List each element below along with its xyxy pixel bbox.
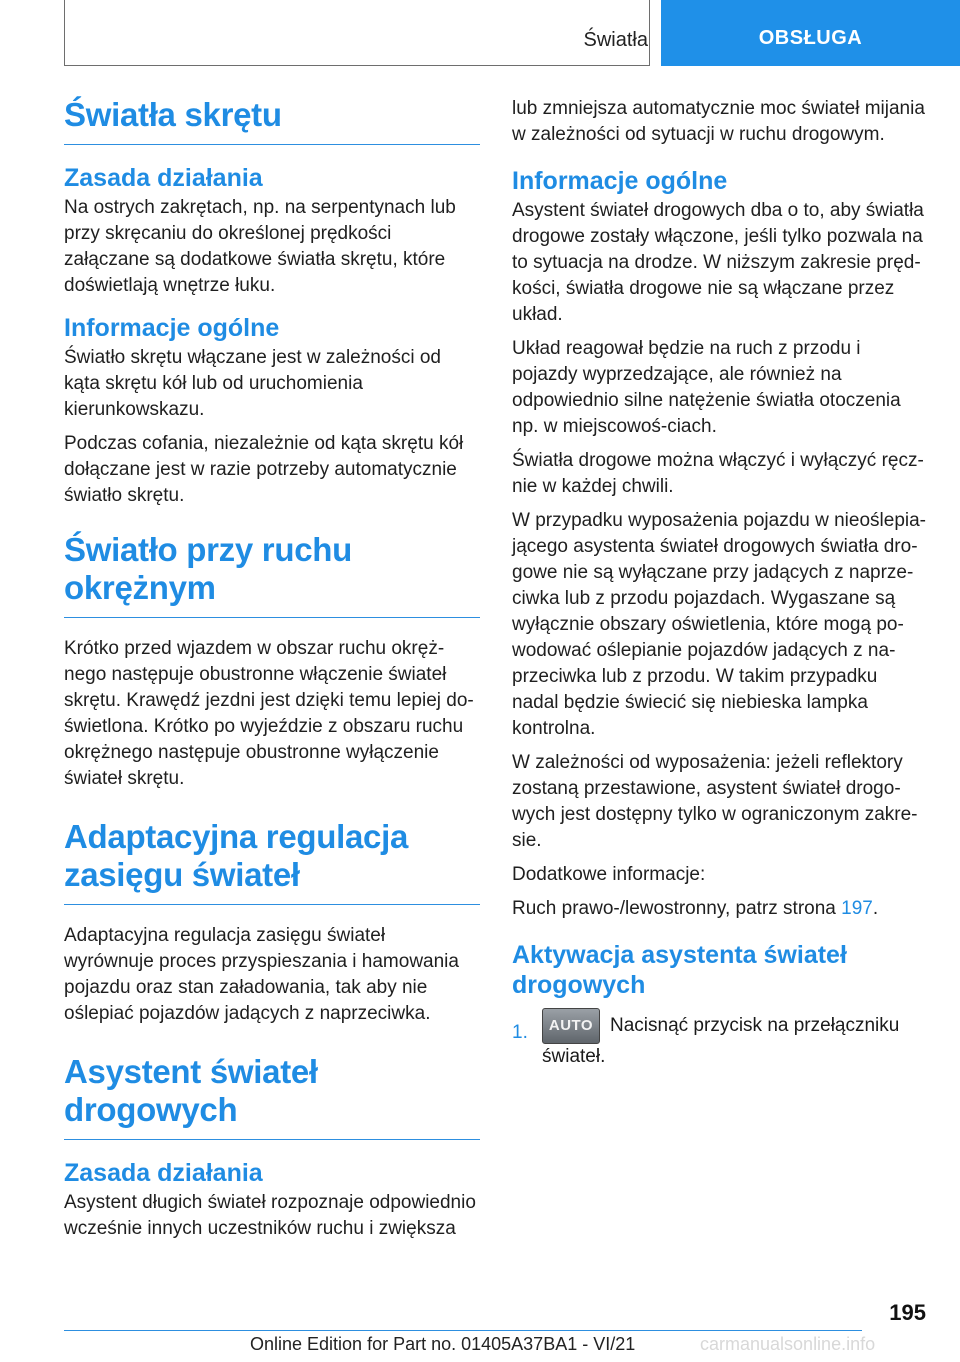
step-number: 1.	[512, 1022, 528, 1043]
paragraph-adaptive: Adaptacyjna regulacja zasięgu świateł wyrównuje proces przyspieszania i hamowania pojazdu oraz stan załadowania, tak aby nie oślepiać pojazdów jadących z naprzeciwka.	[64, 925, 459, 1024]
heading-adaptive-line2: zasięgu świateł	[64, 856, 300, 893]
heading-roundabout-light	[64, 531, 480, 618]
subheading-general: Informacje ogólne	[64, 314, 280, 342]
paragraph-continuation: lub zmniejsza automatycznie moc świateł mijania w zależności od sytuacji w ruchu drogowym.	[512, 98, 925, 145]
paragraph-assistant-3: Światła drogowe można włączyć i wyłączyć ręcz-nie w każdej chwili.	[512, 450, 924, 497]
subheading-activation-line1: Aktywacja asystenta świateł	[512, 941, 847, 969]
subheading-principle: Zasada działania	[64, 164, 263, 192]
auto-button-icon: AUTO	[542, 1008, 600, 1044]
header-section-title: Światła	[583, 29, 648, 51]
heading-assistant-line2: drogowych	[64, 1091, 238, 1128]
step-1	[512, 1008, 928, 1070]
paragraph-additional-info: Dodatkowe informacje:	[512, 864, 706, 885]
heading-adaptive-line1: Adaptacyjna regulacja	[64, 818, 409, 855]
footer-edition: Online Edition for Part no. 01405A37BA1 - VI/21	[250, 1334, 636, 1354]
subheading-principle-2: Zasada działania	[64, 1159, 263, 1187]
traffic-reference-text: Ruch prawo-/lewostronny, patrz strona	[512, 898, 842, 919]
subheading-activation	[512, 940, 928, 1000]
paragraph-principle-2: Asystent długich świateł rozpoznaje odpowiednio wcześnie innych uczestników ruchu i zwiększa	[64, 1192, 476, 1239]
heading-adaptive-range	[64, 818, 480, 905]
heading-roundabout-line2: okrężnym	[64, 569, 216, 606]
subheading-activation-line2: drogowych	[512, 971, 646, 999]
step-body	[542, 1008, 928, 1070]
heading-assistant-line1: Asystent świateł	[64, 1053, 318, 1090]
header-chapter-tab[interactable]: OBSŁUGA	[661, 0, 960, 66]
paragraph-assistant-2: Układ reagował będzie na ruch z przodu i pojazdy wyprzedzające, ale również na odpowiednio silne natężenie światła otoczenia np. w miejscowoś-ciach.	[512, 338, 901, 437]
paragraph-assistant-4: W przypadku wyposażenia pojazdu w nieoślepia-jącego asystenta świateł drogowych światła dro-gowe nie są wyłączane przy jadących z naprze-ciwka lub z przodu pojazdach. Wygaszane są wyłącznie obszary oświetlenia, które mogą po-wodować oślepianie pojazdów jadących z na-przeciwka lub z przodu. W takim przypadku nadal będzie świecić się niebieska lampka kontrolna.	[512, 510, 927, 739]
right-column	[512, 96, 928, 1070]
page-reference-link[interactable]: 197	[841, 898, 873, 919]
heading-turning-lights: Światła skrętu	[64, 96, 480, 145]
left-column	[64, 96, 480, 1250]
paragraph-roundabout: Krótko przed wjazdem w obszar ruchu okręż-nego następuje obustronne włączenie świateł skrętu. Krawędź jezdni jest dzięki temu lepiej do-świetlona. Krótko po wyjeździe z obszaru ruchu okrężnego następuje obustronne wyłączenie świateł skrętu.	[64, 638, 474, 789]
footer-rule	[64, 1330, 862, 1331]
paragraph-traffic-reference	[512, 896, 928, 922]
paragraph-general-2: Podczas cofania, niezależnie od kąta skrętu kół dołączane jest w razie potrzeby automatycznie światło skrętu.	[64, 433, 464, 506]
header-frame	[64, 0, 650, 66]
watermark: carmanualsonline.info	[700, 1334, 876, 1354]
page-number: 195	[889, 1300, 926, 1325]
paragraph-assistant-1: Asystent świateł drogowych dba o to, aby światła drogowe zostały włączone, jeśli tylko pozwala na to sytuacja na drodze. W niższym zakresie pręd-kości, światła drogowe nie są włączane przez układ.	[512, 200, 924, 325]
traffic-reference-end: .	[872, 898, 879, 919]
paragraph-principle: Na ostrych zakrętach, np. na serpentynach lub przy skręcaniu do określonej prędkości załączane są dodatkowe światła skrętu, które doświetlają wnętrze łuku.	[64, 197, 456, 296]
heading-roundabout-line1: Światło przy ruchu	[64, 531, 352, 568]
heading-high-beam-assistant	[64, 1053, 480, 1140]
step-text: Nacisnąć przycisk na przełączniku świateł.	[542, 1015, 900, 1067]
paragraph-assistant-5: W zależności od wyposażenia: jeżeli reflektory zostaną przestawione, asystent świateł drogo-wych jest dostępny tylko w ograniczonym zakre-sie.	[512, 752, 918, 851]
subheading-general-right: Informacje ogólne	[512, 167, 728, 195]
paragraph-general-1: Światło skrętu włączane jest w zależności od kąta skrętu kół lub od uruchomienia kierunkowskazu.	[64, 347, 442, 420]
